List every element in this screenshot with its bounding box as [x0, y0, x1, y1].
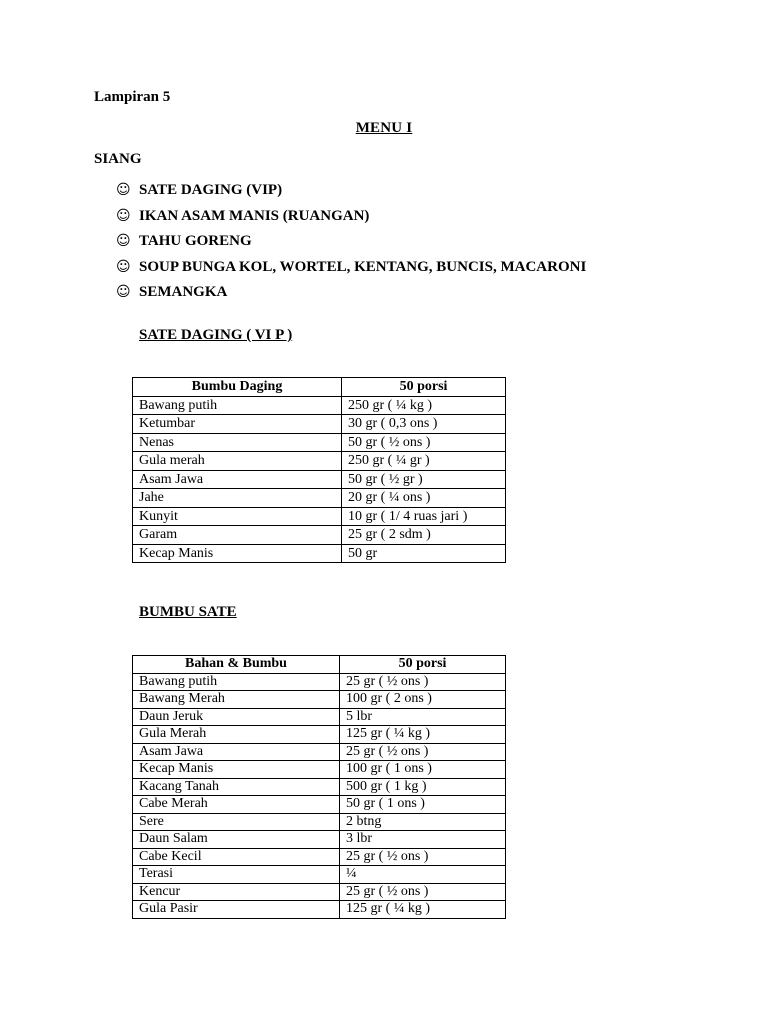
quantity-cell: 100 gr ( 1 ons )	[340, 761, 506, 779]
ingredient-cell: Ketumbar	[133, 415, 342, 434]
ingredient-cell: Cabe Merah	[133, 796, 340, 814]
menu-item-label: IKAN ASAM MANIS (RUANGAN)	[139, 207, 370, 224]
ingredient-cell: Kecap Manis	[133, 761, 340, 779]
menu-title: MENU I	[355, 120, 413, 136]
menu-item-label: TAHU GORENG	[139, 233, 252, 249]
ingredient-cell: Terasi	[133, 866, 340, 884]
table-row	[133, 726, 506, 744]
list-item	[116, 257, 586, 283]
table-row	[133, 866, 506, 884]
quantity-cell: 50 gr ( ½ ons )	[342, 433, 506, 452]
ingredient-cell: Cabe Kecil	[133, 848, 340, 866]
ingredient-cell: Kencur	[133, 883, 340, 901]
smiley-icon: ☺	[116, 233, 131, 249]
menu-item-list	[116, 180, 586, 308]
quantity-cell: 25 gr ( 2 sdm )	[342, 526, 506, 545]
list-item	[116, 231, 586, 257]
column-header: 50 porsi	[340, 656, 506, 674]
ingredient-cell: Kacang Tanah	[133, 778, 340, 796]
smiley-icon: ☺	[116, 182, 131, 198]
table-row	[133, 848, 506, 866]
table-row	[133, 526, 506, 545]
menu-item-label: SEMANGKA	[139, 284, 228, 300]
list-item	[116, 282, 586, 308]
bumbu-daging-table	[132, 377, 506, 563]
ingredient-cell: Jahe	[133, 489, 342, 508]
ingredient-cell: Gula Pasir	[133, 901, 340, 919]
quantity-cell: 3 lbr	[340, 831, 506, 849]
table-row	[133, 883, 506, 901]
table-row	[133, 396, 506, 415]
ingredient-cell: Daun Jeruk	[133, 708, 340, 726]
table-row	[133, 452, 506, 471]
table-row	[133, 691, 506, 709]
column-header: 50 porsi	[342, 378, 506, 397]
quantity-cell: 25 gr ( ½ ons )	[340, 743, 506, 761]
quantity-cell: 30 gr ( 0,3 ons )	[342, 415, 506, 434]
quantity-cell: 50 gr ( 1 ons )	[340, 796, 506, 814]
table-row	[133, 708, 506, 726]
ingredient-cell: Garam	[133, 526, 342, 545]
table-row	[133, 433, 506, 452]
table-header-row	[133, 378, 506, 397]
table-row	[133, 415, 506, 434]
quantity-cell: 250 gr ( ¼ kg )	[342, 396, 506, 415]
ingredient-cell: Asam Jawa	[133, 470, 342, 489]
quantity-cell: 50 gr	[342, 544, 506, 563]
table-row	[133, 673, 506, 691]
column-header: Bumbu Daging	[133, 378, 342, 397]
table-row	[133, 489, 506, 508]
quantity-cell: 50 gr ( ½ gr )	[342, 470, 506, 489]
attachment-label: Lampiran 5	[94, 89, 171, 105]
quantity-cell: 250 gr ( ¼ gr )	[342, 452, 506, 471]
smiley-icon: ☺	[116, 258, 131, 275]
table-row	[133, 796, 506, 814]
table-row	[133, 778, 506, 796]
ingredient-cell: Daun Salam	[133, 831, 340, 849]
list-item	[116, 180, 586, 206]
menu-item-label: SOUP BUNGA KOL, WORTEL, KENTANG, BUNCIS, MACARONI	[139, 258, 587, 275]
table-header-row	[133, 656, 506, 674]
quantity-cell: 125 gr ( ¼ kg )	[340, 726, 506, 744]
table1-heading: SATE DAGING ( VI P )	[139, 327, 293, 343]
quantity-cell: 100 gr ( 2 ons )	[340, 691, 506, 709]
quantity-cell: 20 gr ( ¼ ons )	[342, 489, 506, 508]
menu-item-label: SATE DAGING (VIP)	[139, 182, 283, 198]
ingredient-cell: Bawang putih	[133, 396, 342, 415]
ingredient-cell: Nenas	[133, 433, 342, 452]
ingredient-cell: Kecap Manis	[133, 544, 342, 563]
quantity-cell: 10 gr ( 1/ 4 ruas jari )	[342, 507, 506, 526]
table-row	[133, 470, 506, 489]
smiley-icon: ☺	[116, 207, 131, 224]
quantity-cell: 25 gr ( ½ ons )	[340, 673, 506, 691]
table-row	[133, 831, 506, 849]
ingredient-cell: Gula Merah	[133, 726, 340, 744]
column-header: Bahan & Bumbu	[133, 656, 340, 674]
quantity-cell: 125 gr ( ¼ kg )	[340, 901, 506, 919]
table-row	[133, 743, 506, 761]
quantity-cell: 25 gr ( ½ ons )	[340, 848, 506, 866]
table-row	[133, 544, 506, 563]
bumbu-sate-table	[132, 655, 506, 919]
ingredient-cell: Kunyit	[133, 507, 342, 526]
ingredient-cell: Sere	[133, 813, 340, 831]
table-row	[133, 813, 506, 831]
table-row	[133, 901, 506, 919]
table2-heading: BUMBU SATE	[139, 604, 237, 620]
list-item	[116, 206, 586, 232]
table-row	[133, 507, 506, 526]
ingredient-cell: Gula merah	[133, 452, 342, 471]
quantity-cell: 25 gr ( ½ ons )	[340, 883, 506, 901]
meal-time-label: SIANG	[94, 151, 142, 167]
quantity-cell: ¼	[340, 866, 506, 884]
ingredient-cell: Bawang Merah	[133, 691, 340, 709]
ingredient-cell: Bawang putih	[133, 673, 340, 691]
ingredient-cell: Asam Jawa	[133, 743, 340, 761]
quantity-cell: 2 btng	[340, 813, 506, 831]
quantity-cell: 500 gr ( 1 kg )	[340, 778, 506, 796]
smiley-icon: ☺	[116, 284, 131, 300]
table-row	[133, 761, 506, 779]
quantity-cell: 5 lbr	[340, 708, 506, 726]
